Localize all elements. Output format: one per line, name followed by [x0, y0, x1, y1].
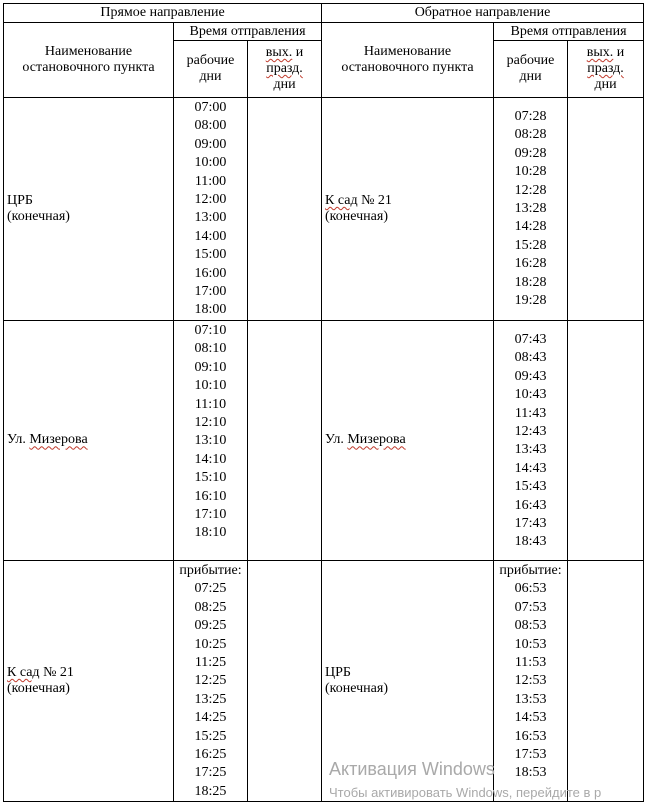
time-value: 12:28	[514, 182, 547, 198]
time-value: 14:43	[514, 460, 547, 476]
time-value: 18:28	[514, 274, 547, 290]
time-value: 07:28	[514, 109, 547, 124]
arrival-times	[174, 580, 247, 801]
stop-name-header-line1: Наименование	[363, 44, 452, 59]
forward-stop-2-weekend-times	[248, 320, 322, 560]
time-value: 14:25	[194, 710, 227, 726]
time-value: 08:10	[194, 341, 227, 357]
backward-stop-1	[322, 98, 494, 321]
forward-stop-3	[4, 560, 174, 801]
time-value: 16:25	[194, 746, 227, 762]
time-value: 14:28	[514, 219, 547, 235]
table-row	[4, 320, 644, 560]
workdays-line2: дни	[519, 69, 542, 84]
forward-direction-header: Прямое направление	[4, 4, 322, 23]
time-value: 11:43	[514, 405, 547, 421]
stop-note: (конечная)	[325, 681, 388, 697]
backward-stop-1-workday-times	[494, 98, 568, 321]
time-value: 17:53	[514, 746, 547, 762]
stop-name-header-line2: остановочного пункта	[22, 60, 155, 75]
time-value: 07:10	[194, 322, 227, 338]
stop-name-word: Мизерова	[347, 432, 406, 448]
time-value: 10:25	[194, 636, 227, 652]
time-value: 16:10	[194, 488, 227, 504]
stop-name-word: Мизерова	[29, 432, 88, 448]
time-value: 09:00	[194, 136, 227, 152]
time-value: 09:10	[194, 359, 227, 375]
forward-stop-2-workday-times	[174, 320, 248, 560]
weekend-line2: празд.	[587, 61, 624, 76]
forward-stop-3-workday-times	[174, 560, 248, 801]
stop-name-word: К сад	[7, 665, 40, 681]
stop-name: ЦРБ	[325, 665, 351, 681]
time-value: 11:25	[194, 654, 227, 670]
time-value: 12:53	[514, 673, 547, 689]
time-value: 08:28	[514, 127, 547, 143]
time-value: 11:00	[194, 173, 227, 189]
time-value: 10:28	[514, 164, 547, 180]
time-value: 16:43	[514, 497, 547, 513]
time-value: 17:10	[194, 506, 227, 522]
time-value: 08:43	[514, 350, 547, 366]
time-value: 13:28	[514, 201, 547, 217]
time-value: 15:43	[514, 479, 547, 495]
time-value: 16:00	[194, 265, 227, 281]
time-value: 07:00	[194, 100, 227, 115]
stop-name-prefix: Ул.	[7, 432, 30, 448]
forward-weekend-header	[248, 41, 322, 98]
time-value: 10:43	[514, 387, 547, 403]
time-value: 18:10	[194, 525, 227, 541]
time-value: 08:00	[194, 118, 227, 134]
weekend-line3: дни	[594, 77, 617, 92]
stop-name-word: К сад	[325, 192, 358, 208]
time-value: 14:00	[194, 228, 227, 244]
backward-stop-3-weekend-times	[568, 560, 644, 801]
backward-stop-2	[322, 320, 494, 560]
time-value: 11:53	[514, 654, 547, 670]
time-value: 13:43	[514, 442, 547, 458]
time-value: 07:53	[514, 599, 547, 615]
time-value: 10:00	[194, 155, 227, 171]
forward-stop-3-weekend-times	[248, 560, 322, 801]
time-value: 19:28	[514, 293, 547, 309]
stop-name	[325, 193, 493, 209]
stop-name-number: № 21	[357, 192, 392, 208]
time-value: 06:53	[514, 581, 547, 597]
weekend-abbr: вых.	[586, 45, 614, 60]
time-value: 14:10	[194, 451, 227, 467]
time-value: 12:00	[194, 192, 227, 208]
arrival-label: прибытие:	[499, 562, 562, 578]
time-value: 08:25	[194, 599, 227, 615]
workdays-line2: дни	[199, 69, 222, 84]
time-value: 14:53	[514, 710, 547, 726]
weekend-abbr: вых.	[265, 45, 293, 60]
weekend-line1	[568, 45, 643, 61]
table-row	[4, 560, 644, 801]
forward-workdays-header	[174, 41, 248, 98]
backward-stop-name-header	[322, 23, 494, 98]
time-value: 12:25	[194, 673, 227, 689]
stop-name-header-line2: остановочного пункта	[341, 60, 474, 75]
time-value: 09:28	[514, 145, 547, 161]
time-value: 07:25	[194, 581, 227, 597]
arrival-label: прибытие:	[179, 562, 242, 578]
backward-stop-3-workday-times	[494, 560, 568, 801]
time-value: 10:53	[514, 636, 547, 652]
time-value: 13:10	[194, 433, 227, 449]
time-value: 17:43	[514, 515, 547, 531]
stop-name	[7, 432, 173, 448]
backward-weekend-header	[568, 41, 644, 98]
time-value: 18:53	[514, 765, 547, 781]
time-value: 07:43	[514, 331, 547, 347]
table-row	[4, 98, 644, 321]
time-value: 17:25	[194, 765, 227, 781]
stop-name: ЦРБ	[7, 192, 33, 208]
time-value: 15:00	[194, 247, 227, 263]
workdays-line1: рабочие	[186, 53, 235, 68]
backward-stop-2-workday-times	[494, 320, 568, 560]
time-value: 17:00	[194, 284, 227, 300]
stop-name-prefix: Ул.	[325, 432, 348, 448]
stop-note: (конечная)	[7, 681, 70, 697]
time-value: 13:53	[514, 691, 547, 707]
time-value: 10:10	[194, 378, 227, 394]
time-value: 15:25	[194, 728, 227, 744]
time-value: 16:53	[514, 728, 547, 744]
forward-stop-1-weekend-times	[248, 98, 322, 321]
time-value: 13:25	[194, 691, 227, 707]
stop-name-number: № 21	[39, 665, 74, 681]
backward-stop-1-weekend-times	[568, 98, 644, 321]
backward-stop-3	[322, 560, 494, 801]
stop-note: (конечная)	[325, 208, 388, 224]
schedule-table	[3, 3, 644, 802]
weekend-line2: празд.	[266, 61, 303, 76]
arrival-times	[494, 580, 567, 782]
backward-workdays-header	[494, 41, 568, 98]
watermark-subtitle: Чтобы активировать Windows, перейдите в р	[329, 785, 602, 800]
time-value: 18:43	[514, 534, 547, 550]
weekend-line3: дни	[273, 77, 296, 92]
time-header-row	[4, 23, 644, 41]
forward-stop-1-workday-times	[174, 98, 248, 321]
stop-note: (конечная)	[7, 208, 70, 224]
time-value: 11:10	[194, 396, 227, 412]
stop-name	[7, 665, 173, 681]
time-value: 08:53	[514, 618, 547, 634]
stop-name-header-line1: Наименование	[44, 44, 133, 59]
workdays-line1: рабочие	[506, 53, 555, 68]
time-value: 13:00	[194, 210, 227, 226]
time-value: 15:28	[514, 237, 547, 253]
time-value: 09:25	[194, 618, 227, 634]
backward-departure-time-header: Время отправления	[494, 23, 644, 41]
weekend-line1	[248, 45, 321, 61]
time-value: 18:00	[194, 302, 227, 318]
backward-direction-header: Обратное направление	[322, 4, 644, 23]
backward-stop-2-weekend-times	[568, 320, 644, 560]
time-value: 12:10	[194, 414, 227, 430]
forward-stop-1	[4, 98, 174, 321]
weekend-and: и	[613, 45, 625, 60]
watermark-title: Активация Windows	[329, 759, 495, 779]
time-value: 09:43	[514, 368, 547, 384]
forward-stop-name-header	[4, 23, 174, 98]
time-value: 15:10	[194, 470, 227, 486]
direction-header-row	[4, 4, 644, 23]
stop-name	[325, 432, 493, 448]
time-value: 18:25	[194, 783, 227, 799]
weekend-and: и	[292, 45, 304, 60]
forward-departure-time-header: Время отправления	[174, 23, 322, 41]
time-value: 12:43	[514, 423, 547, 439]
time-value: 16:28	[514, 256, 547, 272]
forward-stop-2	[4, 320, 174, 560]
